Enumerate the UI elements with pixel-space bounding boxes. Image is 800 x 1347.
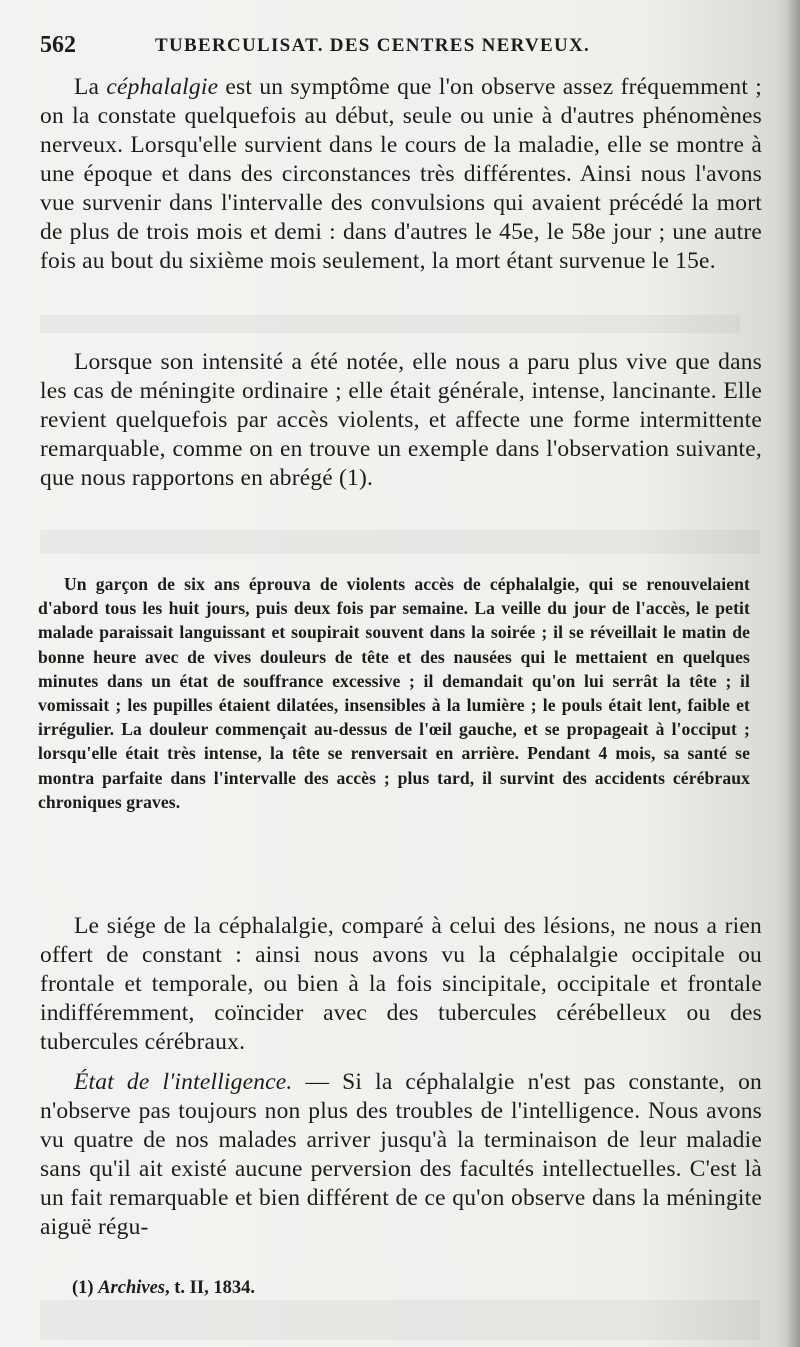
paragraph-siege: Le siége de la céphalalgie, comparé à celui des lésions, ne nous a rien offert de constant : ainsi nous avons vu la céphalalgie occipitale ou frontale et temporale, ou bien à la fois sincipitale, occipitale et frontale indifféremment, coïncider avec des tubercules cérébelleux ou des tubercules cérébraux.	[40, 913, 762, 1055]
show-through-smudge	[40, 315, 740, 333]
page-number: 562	[40, 32, 76, 58]
footnote-source: Archives	[98, 1278, 166, 1298]
page-edge-shadow	[786, 0, 800, 1347]
paragraph-lead-term: céphalalgie	[106, 74, 219, 100]
observation-quote: Un garçon de six ans éprouva de violents accès de céphalalgie, qui se renouvelaient d'abord tous les huit jours, puis deux fois par semaine. La veille du jour de l'accès, le petit malade paraissait languissant et soupirait souvent dans la soirée ; il se réveillait le matin de bonne heure avec de vives douleurs de tête et des nausées qui le mettaient en quelques minutes dans un état de souffrance excessive ; il demandait qu'on lui serrât la tête ; il vomissait ; les pupilles étaient dilatées, insensibles à la lumière ; le pouls était lent, faible et irrégulier. La douleur commençait au-dessus de l'œil gauche, et se propageait à l'occiput ; lorsqu'elle était très intense, la tête se renversait en arrière. Pendant 4 mois, sa santé se montra parfaite dans l'intervalle des accès ; plus tard, il survint des accidents cérébraux chroniques graves.	[38, 574, 750, 812]
show-through-smudge	[40, 530, 760, 554]
running-head: TUBERCULISAT. DES CENTRES NERVEUX.	[155, 35, 591, 56]
paragraph-lead-prefix: La	[74, 74, 107, 100]
paragraph-lead-term: État de l'intelligence.	[74, 1069, 293, 1095]
paragraph-intensity: Lorsque son intensité a été notée, elle nous a paru plus vive que dans les cas de méningite ordinaire ; elle était générale, intense, lancinante. Elle revient quelquefois par accès violents, et affecte une forme intermittente remarquable, comme on en trouve un exemple dans l'observation suivante, que nous rapportons en abrégé (1).	[40, 349, 762, 491]
footnote-marker: (1)	[72, 1278, 94, 1298]
paragraph-text: — Si la céphalalgie n'est pas constante, on n'observe pas toujours non plus des troubles de l'intelligence. Nous avons vu quatre de nos malades arriver jusqu'à la terminaison de leur maladie sans qu'il ait existé aucune perversion des facultés intellectuelles. C'est là un fait remarquable et bien différent de ce qu'on observe dans la méningite aiguë régu-	[40, 1069, 762, 1240]
footnote	[72, 1278, 255, 1299]
paragraph-cephalalgie-intro	[40, 73, 762, 276]
page-header	[40, 32, 760, 66]
paragraph-text: est un symptôme que l'on observe assez fréquemment ; on la constate quelquefois au début, seule ou unie à d'autres phénomènes nerveux. Lorsqu'elle survient dans le cours de la maladie, elle se montre à une époque et dans des circonstances très différentes. Ainsi nous l'avons vue survenir dans l'intervalle des convulsions qui avaient précédé la mort de plus de trois mois et demi : dans d'autres le 45e, le 58e jour ; une autre fois au bout du sixième mois seulement, la mort étant survenue le 15e.	[40, 74, 762, 274]
show-through-smudge	[40, 1300, 760, 1340]
footnote-details: , t. II, 1834.	[165, 1278, 255, 1298]
paragraph-intelligence	[40, 1068, 762, 1242]
